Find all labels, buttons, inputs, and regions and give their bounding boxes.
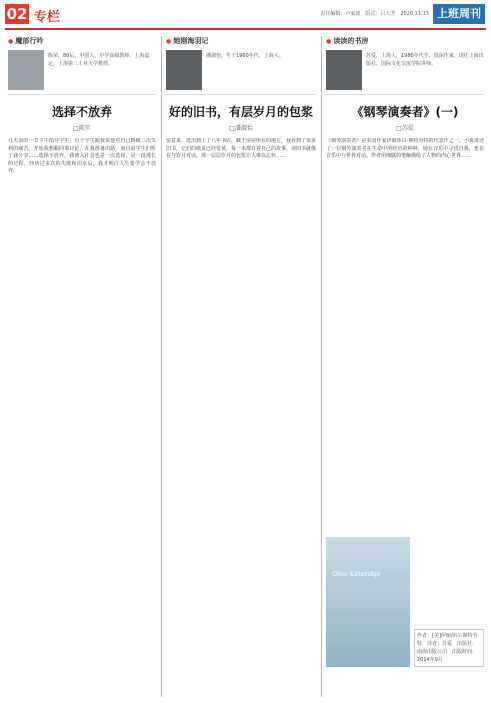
article-byline: □苏爱 xyxy=(396,125,414,132)
article-title: 选择不放弃 xyxy=(51,105,112,119)
book-cover-title: Olive Kitteridge xyxy=(332,571,381,578)
article-byline: □陈实 xyxy=(73,125,91,132)
brand-logo: 上班周刊 xyxy=(433,4,485,24)
column-divider xyxy=(161,36,162,697)
author-block xyxy=(326,36,484,95)
editor-meta: 责任编辑：卢家波 版式：吕大芳 2020.11.13 xyxy=(320,11,429,17)
page-number: 02 xyxy=(6,5,28,23)
column-name: 专栏 xyxy=(34,10,61,25)
column-1 xyxy=(8,36,156,697)
author-bio: 苏爱，上海人，1980年代生，资深作家，现任上海出版社、国际文化交流学院讲师。 xyxy=(366,53,484,67)
article-byline: □潘淑怡 xyxy=(229,125,253,132)
article-title: 好的旧书，有层岁月的包浆 xyxy=(168,105,313,119)
page-header xyxy=(0,0,491,28)
author-name: ● 魔部行吟 xyxy=(8,36,156,46)
author-photo xyxy=(326,50,362,90)
column-3 xyxy=(326,36,484,697)
article-body: 几天前的一节下午指导学生，有个学生跟我说他对自己四级三次失利的痛苦，开始我想跟同事讨论。在我准备出路，而目前学生们听了我分享……选择不放弃。我初入社会也是一次选择，是一段漫长的过程，经历过多次的失败和泪水后，我才明白人生要学会不放弃。 xyxy=(8,138,156,175)
book-cover-image xyxy=(326,537,410,667)
author-block xyxy=(166,36,316,95)
author-photo xyxy=(166,50,202,90)
author-name: ● 读读的书房 xyxy=(326,36,484,46)
author-bio: 潘淑怡，生于1960年代，上海人。 xyxy=(206,53,284,59)
author-bio: 陈荣，80后，中国人，中学高级教师，上海嘉定，上海第二工业大学教授。 xyxy=(48,53,150,67)
author-block xyxy=(8,36,156,95)
article-body: 留意来，选出到上了八年书店，藏于房屋所在的地方，我看到了很多旧书，它们的纸页已经发黄，每一本都有着自己的故事。读旧书就像在与岁月对话，那一层层岁月的包浆让人难以忘怀…… xyxy=(166,138,316,160)
column-2 xyxy=(166,36,316,697)
book-info: 作者：[美]伊丽莎白·斯特劳特 译者：苏爱 出版社：南海出版公司 出版时间：2014年9月 xyxy=(414,629,484,667)
column-divider xyxy=(321,36,322,697)
article-title: 《钢琴演奏者》(一) xyxy=(351,105,459,119)
author-name: ● 她刚海羽记 xyxy=(166,36,316,46)
author-photo xyxy=(8,50,44,90)
header-rule xyxy=(5,28,486,30)
article-body: 《钢琴演奏者》是美国作家伊丽莎白·斯特劳特的代表作之一，小说讲述了一位钢琴演奏者在生命中所经历的种种，她在音乐中寻找自我，也在音乐中与世界对话。作者用细腻的笔触描绘了人物的内心世界…… xyxy=(326,138,484,160)
